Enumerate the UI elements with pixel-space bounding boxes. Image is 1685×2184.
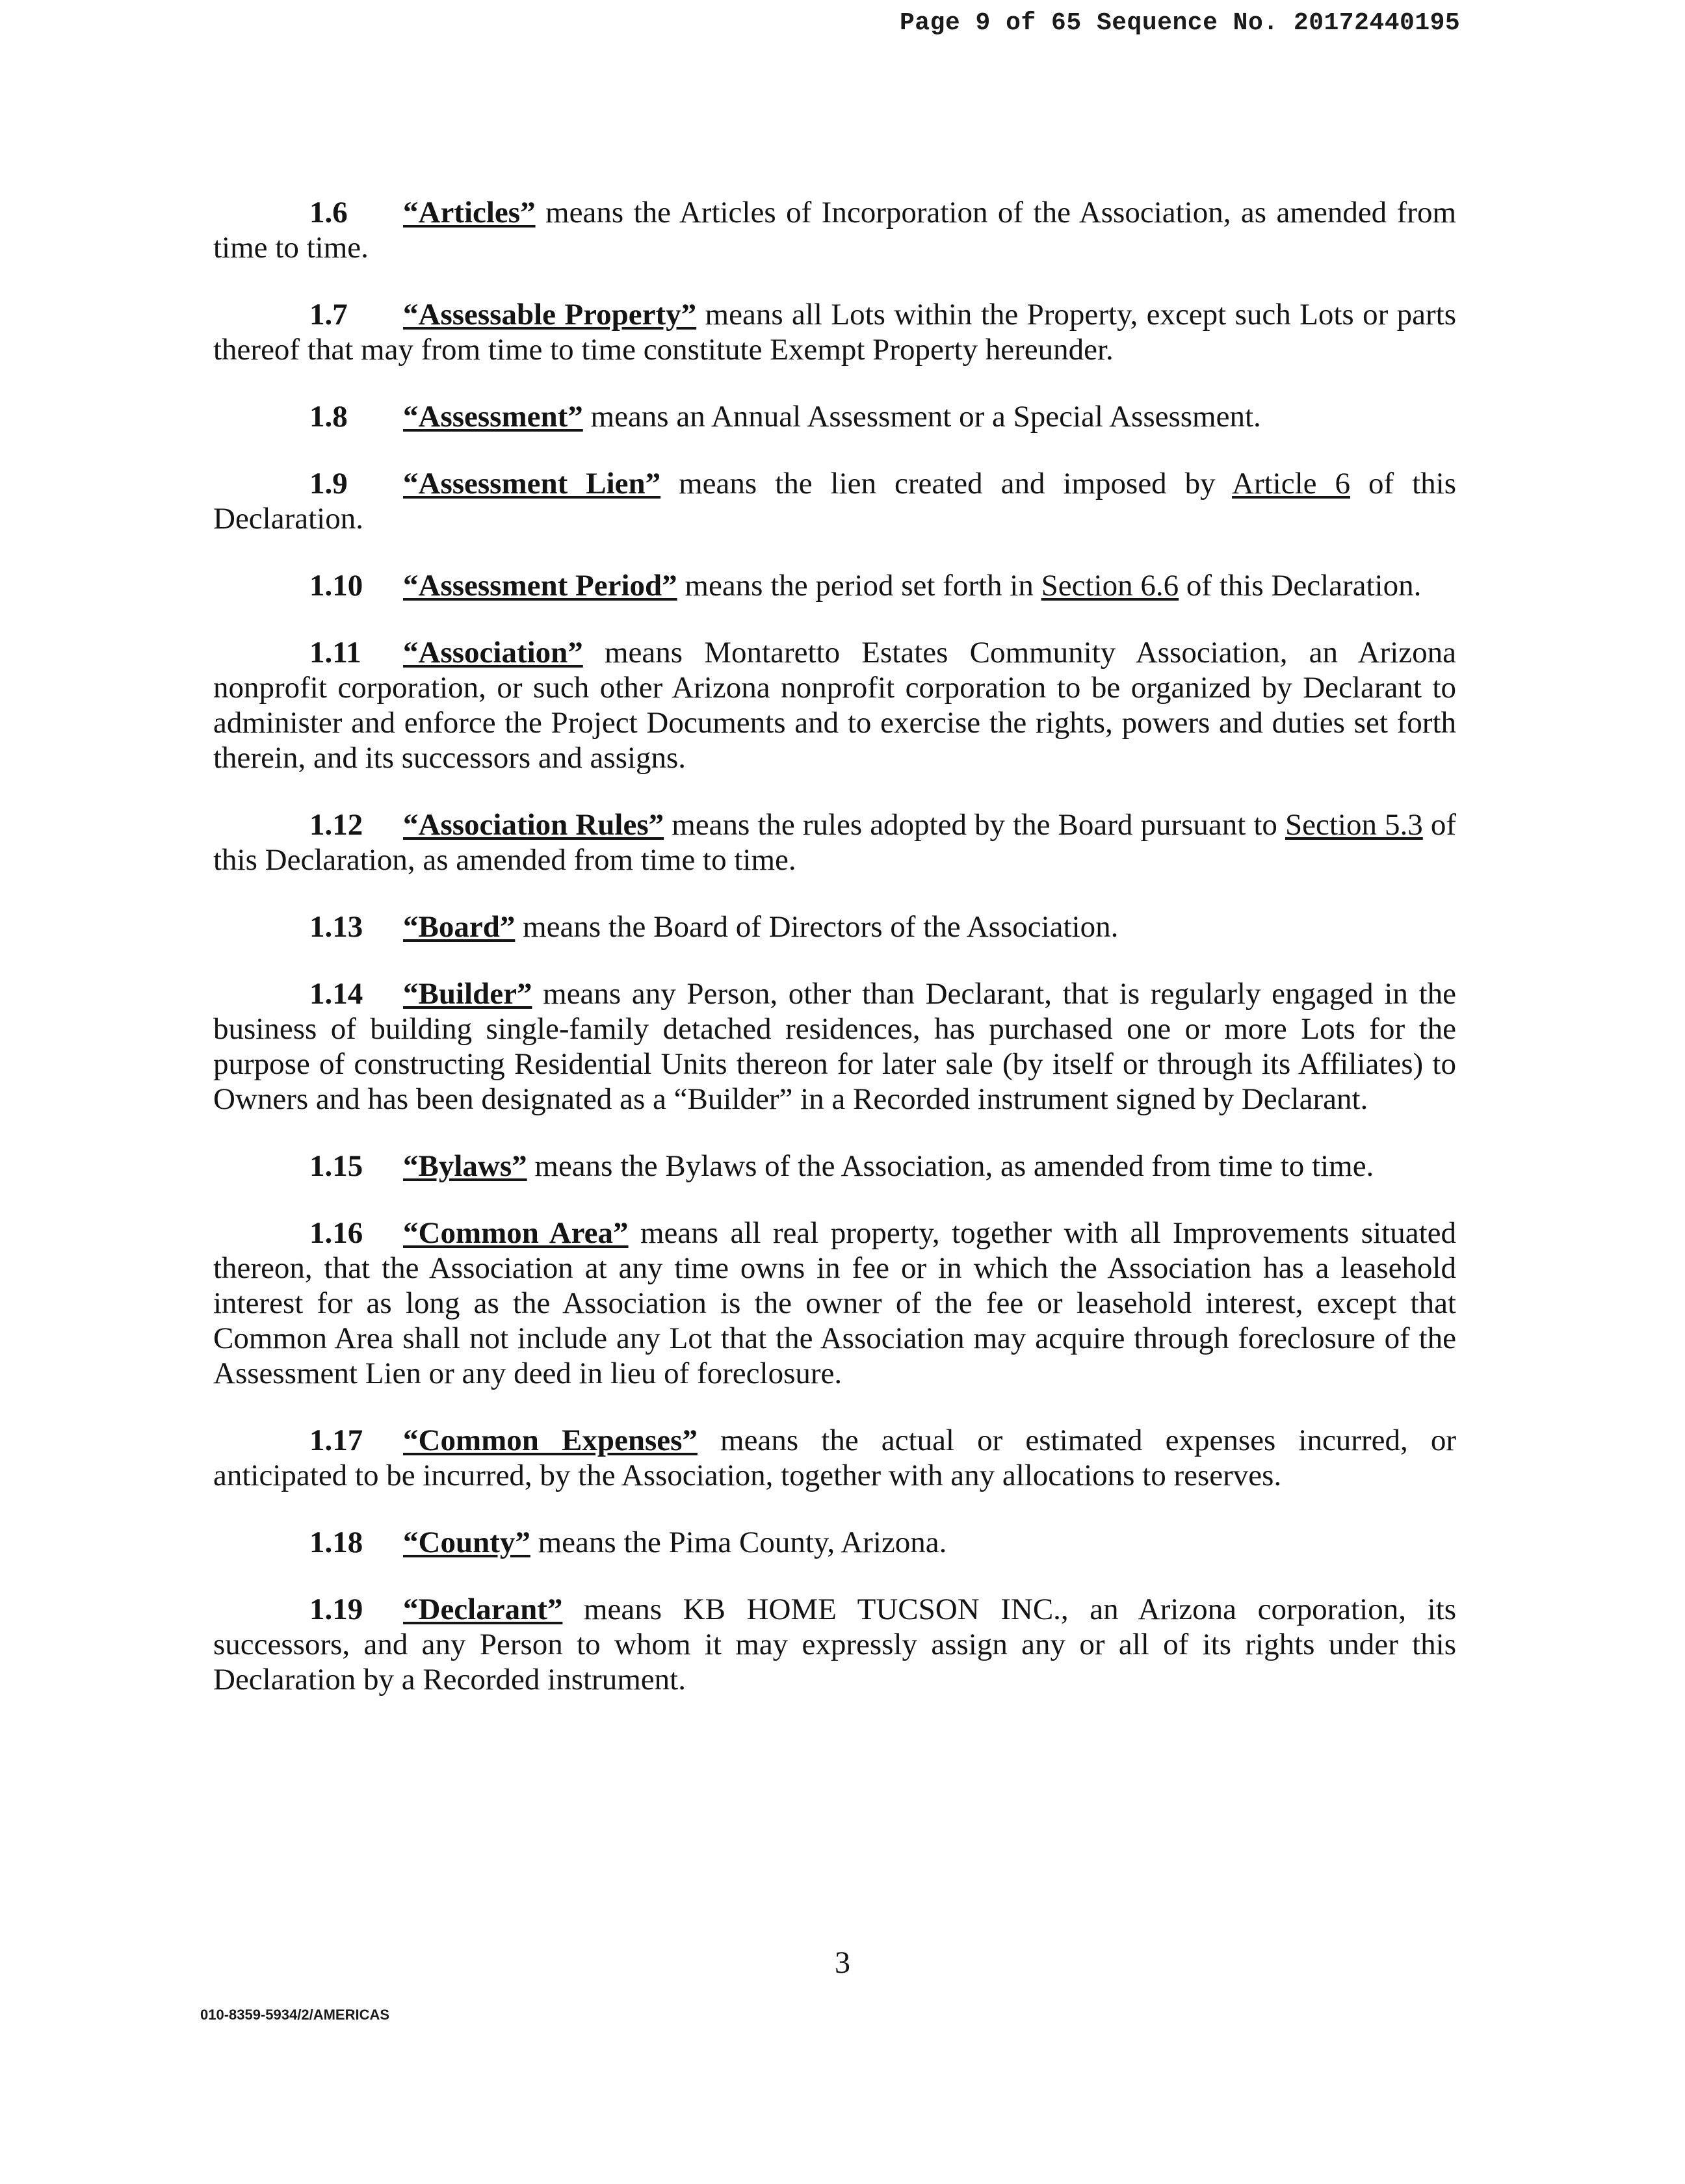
definition-text: means any Person, other than Declarant, that is regularly engaged in the business of building single-family detached residences, has purchased one or more Lots for the purpose of constructing Residential Units thereon for later sale (by itself or through its Affiliates) to Owners and has been designated as a “Builder” in a Recorded instrument signed by Declarant. [213,977,1456,1116]
definition-1-19 [213,1592,1456,1697]
definition-1-18 [213,1525,1456,1560]
defined-term: “Assessment Period” [403,569,677,603]
section-number: 1.10 [309,569,363,603]
defined-term: “Common Area” [403,1216,629,1250]
definition-text: means the Bylaws of the Association, as amended from time to time. [527,1149,1374,1183]
defined-term: “Declarant” [403,1592,563,1626]
defined-term: “County” [403,1526,530,1559]
section-number: 1.9 [309,467,348,500]
definition-text: means Montaretto Estates Community Association, an Arizona nonprofit corporation, or such other Arizona nonprofit corporation to be organized by Declarant to administer and enforce the Project Documents and to exercise the rights, powers and duties set forth therein, and its successors and assigns. [213,636,1456,775]
defined-term: “Articles” [403,196,536,229]
definition-1-14 [213,976,1456,1117]
definition-1-7 [213,297,1456,367]
definition-text-after: of this Declaration. [213,467,1456,536]
section-number: 1.8 [309,400,348,434]
definition-text: means the lien created and imposed by [660,467,1233,500]
document-body [213,195,1456,1729]
definition-1-13 [213,909,1456,944]
defined-term: “Assessment” [403,400,583,434]
defined-term: “Assessment Lien” [403,467,661,500]
section-number: 1.17 [309,1424,363,1457]
definition-text: means all Lots within the Property, except such Lots or parts thereof that may from time to time constitute Exempt Property hereunder. [213,298,1457,367]
defined-term: “Common Expenses” [403,1424,698,1457]
definition-text: means the Articles of Incorporation of the Association, as amended from time to time. [213,196,1456,265]
section-number: 1.11 [309,636,361,670]
definition-1-6 [213,195,1456,265]
definition-text-after: of this Declaration. [1179,569,1422,603]
defined-term: “Bylaws” [403,1149,527,1183]
definition-text: means an Annual Assessment or a Special Assessment. [582,400,1261,434]
definition-1-15 [213,1149,1456,1184]
section-number: 1.19 [309,1592,363,1626]
page-header: Page 9 of 65 Sequence No. 20172440195 [900,9,1461,37]
definition-1-10 [213,568,1456,603]
cross-reference: Section 6.6 [1041,569,1179,603]
page-number: 3 [835,1945,850,1980]
section-number: 1.12 [309,808,363,842]
section-number: 1.16 [309,1216,363,1250]
definition-text: means all real property, together with all Improvements situated thereon, that the Association at any time owns in fee or in which the Association has a leasehold interest for as long as the Association is the owner of the fee or leasehold interest, except that Common Area shall not include any Lot that the Association may acquire through foreclosure of the Assessment Lien or any deed in lieu of foreclosure. [213,1216,1456,1390]
section-number: 1.15 [309,1149,363,1183]
definition-text: means the Pima County, Arizona. [530,1526,947,1559]
section-number: 1.13 [309,910,363,944]
definition-text: means the period set forth in [677,569,1041,603]
cross-reference: Article 6 [1232,467,1350,500]
definition-text: means KB HOME TUCSON INC., an Arizona corporation, its successors, and any Person to whom it may expressly assign any or all of its rights under this Declaration by a Recorded instrument. [213,1592,1456,1696]
defined-term: “Assessable Property” [403,298,697,332]
definition-1-11 [213,635,1456,775]
definition-text: means the Board of Directors of the Association. [515,910,1119,944]
definition-1-12 [213,807,1456,878]
defined-term: “Board” [403,910,516,944]
section-number: 1.6 [309,196,348,229]
defined-term: “Association” [403,636,583,670]
definition-text: means the rules adopted by the Board pursuant to [664,808,1285,842]
definition-text: means the actual or estimated expenses incurred, or anticipated to be incurred, by the Association, together with any allocations to reserves. [213,1424,1456,1492]
cross-reference: Section 5.3 [1285,808,1423,842]
section-number: 1.14 [309,977,363,1011]
defined-term: “Builder” [403,977,532,1011]
definition-1-17 [213,1423,1456,1493]
definition-text-after: of this Declaration, as amended from time to time. [213,808,1456,877]
definition-1-9 [213,466,1456,536]
section-number: 1.7 [309,298,348,332]
section-number: 1.18 [309,1526,363,1559]
defined-term: “Association Rules” [403,808,664,842]
definition-1-8 [213,399,1456,434]
definition-1-16 [213,1216,1456,1391]
document-code: 010-8359-5934/2/AMERICAS [200,2007,390,2023]
